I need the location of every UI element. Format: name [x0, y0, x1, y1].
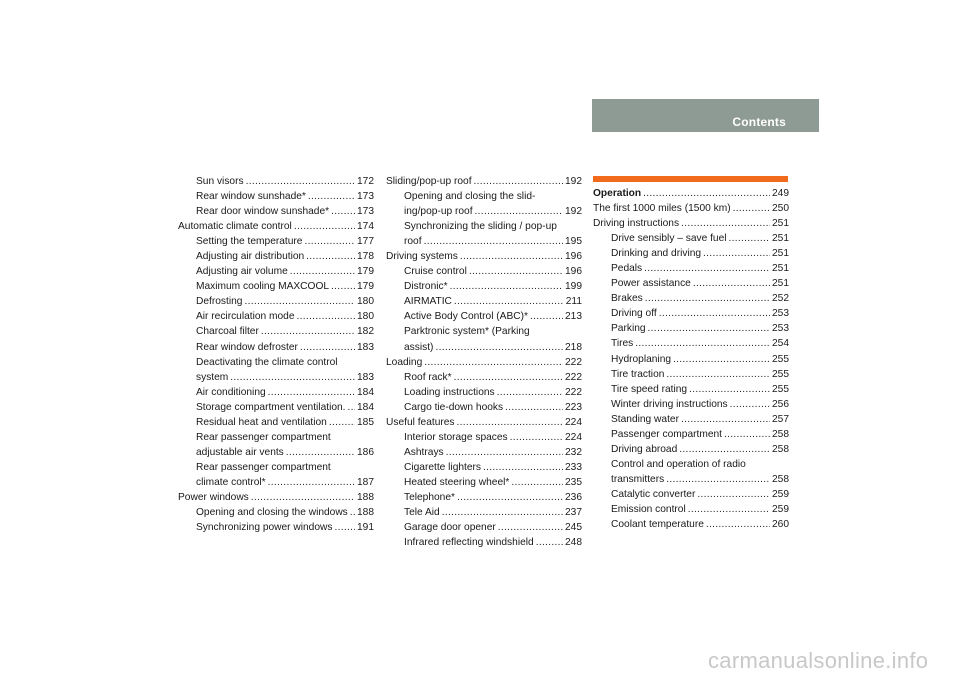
toc-entry-title: Storage compartment ventilation.: [196, 401, 346, 413]
dot-leader: [536, 535, 563, 550]
toc-entry-title: Operation: [593, 188, 642, 199]
dot-leader: [348, 400, 356, 415]
dot-leader: [446, 445, 563, 460]
toc-entry[interactable]: [386, 430, 582, 445]
dot-leader: [268, 475, 355, 490]
toc-entry-page: 187: [357, 476, 374, 488]
toc-entry-title: Power windows: [178, 491, 249, 503]
toc-entry-page: 173: [357, 206, 374, 218]
toc-entry-title: roof: [404, 236, 422, 248]
toc-entry-page: 195: [565, 236, 582, 248]
toc-entry-title: Air recirculation mode: [196, 311, 295, 323]
toc-entry-page: 196: [565, 266, 582, 278]
dot-leader: [659, 306, 770, 321]
toc-entry-page: 235: [565, 476, 582, 488]
dot-leader: [457, 415, 563, 430]
toc-entry-title: Tire speed rating: [611, 383, 688, 395]
dot-leader: [689, 382, 770, 397]
dot-leader: [230, 370, 355, 385]
toc-entry-page: 180: [357, 296, 374, 308]
toc-entry-title: Tele Aid: [404, 507, 440, 519]
toc-column-1: [178, 174, 374, 535]
toc-text-line: Rear passenger compartment: [196, 461, 331, 473]
dot-leader: [729, 231, 770, 246]
toc-entry-page: 253: [772, 323, 789, 335]
toc-entry-page: 172: [357, 176, 374, 187]
toc-entry-title: The first 1000 miles (1500 km): [593, 203, 731, 215]
dot-leader: [635, 336, 770, 351]
dot-leader: [331, 279, 355, 294]
toc-entry[interactable]: [593, 201, 789, 216]
toc-entry-page: 222: [565, 371, 582, 383]
toc-text-line: Opening and closing the slid-: [404, 191, 536, 203]
dot-leader: [460, 249, 563, 264]
toc-entry[interactable]: [593, 306, 789, 321]
toc-entry-title: Driving instructions: [593, 218, 680, 230]
toc-entry-title: Rear door window sunshade*: [196, 206, 330, 218]
toc-entry-title: Setting the temperature: [196, 236, 303, 248]
dot-leader: [693, 276, 770, 291]
toc-entry[interactable]: [178, 415, 374, 430]
toc-entry-title: Tire traction: [611, 368, 665, 380]
toc-column-2: [386, 174, 582, 550]
toc-text-line: Control and operation of radio: [611, 458, 746, 470]
toc-entry[interactable]: [593, 487, 789, 502]
dot-leader: [703, 246, 770, 261]
toc-entry-title: Automatic climate control: [178, 221, 292, 233]
watermark: carmanualsonline.info: [708, 648, 929, 673]
toc-entry-page: 232: [565, 446, 582, 458]
toc-entry[interactable]: [178, 370, 374, 385]
dot-leader: [474, 174, 563, 189]
toc-entry-page: 224: [565, 431, 582, 443]
dot-leader: [706, 517, 770, 532]
toc-entry-page: 249: [772, 188, 789, 199]
toc-entry[interactable]: [593, 502, 789, 517]
toc-entry-page: 188: [357, 491, 374, 503]
toc-entry-page: 259: [772, 488, 789, 500]
toc-entry-page: 248: [565, 537, 582, 549]
toc-entry[interactable]: [386, 249, 582, 264]
toc-text-line: Rear passenger compartment: [196, 431, 331, 443]
toc-entry[interactable]: [386, 400, 582, 415]
toc-entry-page: 250: [772, 203, 789, 215]
toc-entry[interactable]: [178, 234, 374, 249]
toc-entry-title: Infrared reflecting windshield: [404, 537, 534, 549]
toc-entry[interactable]: [386, 355, 582, 370]
dot-leader: [497, 385, 563, 400]
toc-entry-title: Cigarette lighters: [404, 461, 482, 473]
toc-entry-title: Winter driving instructions: [611, 398, 728, 410]
toc-entry[interactable]: [593, 442, 789, 457]
toc-entry-title: Rear window defroster: [196, 341, 298, 353]
toc-entry[interactable]: [593, 412, 789, 427]
toc-entry-page: 183: [357, 341, 374, 353]
toc-entry-title: Active Body Control (ABC)*: [404, 311, 528, 323]
toc-entry[interactable]: [178, 264, 374, 279]
toc-entry-page: 255: [772, 368, 789, 380]
toc-entry-page: 222: [565, 386, 582, 398]
toc-entry-title: ing/pop-up roof: [404, 206, 473, 218]
toc-entry[interactable]: [593, 427, 789, 442]
toc-entry[interactable]: [386, 445, 582, 460]
toc-entry[interactable]: [386, 294, 582, 309]
dot-leader: [730, 397, 770, 412]
toc-entry-title: Hydroplaning: [611, 353, 672, 365]
dot-leader: [246, 174, 355, 189]
toc-entry-title: Cruise control: [404, 266, 467, 278]
toc-entry-title: climate control*: [196, 476, 266, 488]
dot-leader: [475, 204, 563, 219]
dot-leader: [681, 412, 770, 427]
toc-entry-page: 211: [565, 296, 582, 308]
toc-entry-page: 192: [565, 206, 582, 218]
toc-entry-page: 256: [772, 398, 789, 410]
toc-entry[interactable]: [178, 204, 374, 219]
toc-entry-page: 251: [772, 278, 789, 290]
toc-entry-title: Pedals: [611, 263, 643, 275]
toc-entry-page: 178: [357, 251, 374, 263]
toc-entry[interactable]: [593, 216, 789, 231]
toc-entry-title: Parking: [611, 323, 646, 335]
dot-leader: [644, 261, 770, 276]
toc-entry[interactable]: [386, 385, 582, 400]
toc-entry-page: 180: [357, 311, 374, 323]
toc-entry-title: Charcoal filter: [196, 326, 259, 338]
dot-leader: [286, 445, 355, 460]
dot-leader: [442, 505, 563, 520]
toc-entry[interactable]: [386, 234, 582, 249]
dot-leader: [334, 520, 355, 535]
toc-entry-page: 257: [772, 413, 789, 425]
toc-entry[interactable]: [178, 294, 374, 309]
dot-leader: [308, 189, 355, 204]
toc-entry[interactable]: [593, 291, 789, 306]
toc-entry[interactable]: [178, 385, 374, 400]
toc-entry[interactable]: [593, 276, 789, 291]
toc-entry-page: 218: [565, 341, 582, 353]
toc-entry-title: Opening and closing the windows: [196, 507, 348, 519]
toc-entry-title: Drinking and driving: [611, 248, 702, 260]
toc-entry-page: 199: [565, 281, 582, 293]
page-title: Contents: [732, 115, 786, 129]
toc-entry-title: Driving abroad: [611, 443, 678, 455]
toc-entry[interactable]: [178, 249, 374, 264]
dot-leader: [679, 442, 770, 457]
toc-entry-page: 185: [357, 416, 374, 428]
toc-entry-title: Coolant temperature: [611, 519, 704, 531]
toc-entry-title: Drive sensibly – save fuel: [611, 233, 727, 245]
dot-leader: [697, 487, 770, 502]
toc-entry[interactable]: [593, 367, 789, 382]
dot-leader: [350, 505, 355, 520]
toc-entry[interactable]: [386, 174, 582, 189]
toc-entry-page: 251: [772, 233, 789, 245]
toc-entry-page: 258: [772, 443, 789, 455]
toc-entry-page: 222: [565, 356, 582, 368]
toc-entry-title: Distronic*: [404, 281, 448, 293]
toc-entry[interactable]: [593, 352, 789, 367]
dot-leader: [511, 475, 563, 490]
toc-entry-page: 179: [357, 266, 374, 278]
toc-entry-title: Adjusting air distribution: [196, 251, 305, 263]
toc-entry-page: 224: [565, 416, 582, 428]
toc-entry-title: transmitters: [611, 473, 665, 485]
dot-leader: [530, 309, 563, 324]
toc-entry[interactable]: [593, 472, 789, 487]
dot-leader: [510, 430, 563, 445]
toc-entry-title: AIRMATIC: [404, 296, 452, 308]
toc-entry-title: Adjusting air volume: [196, 266, 288, 278]
toc-entry[interactable]: [178, 445, 374, 460]
toc-entry[interactable]: [386, 370, 582, 385]
toc-entry-page: 251: [772, 248, 789, 260]
toc-entry-page: 233: [565, 461, 582, 473]
toc-entry-page: 258: [772, 428, 789, 440]
toc-entry[interactable]: [386, 309, 582, 324]
dot-leader: [454, 294, 564, 309]
dot-leader: [304, 234, 355, 249]
dot-leader: [643, 186, 770, 201]
dot-leader: [450, 279, 563, 294]
toc-entry-page: 192: [565, 176, 582, 187]
toc-entry-title: Maximum cooling MAXCOOL: [196, 281, 330, 293]
toc-entry-title: Residual heat and ventilation: [196, 416, 327, 428]
toc-entry-title: Standing water: [611, 413, 679, 425]
toc-entry-page: 184: [357, 401, 374, 413]
dot-leader: [724, 427, 770, 442]
toc-entry[interactable]: [386, 475, 582, 490]
dot-leader: [648, 321, 770, 336]
toc-entry-title: Rear window sunshade*: [196, 191, 306, 203]
dot-leader: [505, 400, 563, 415]
toc-entry[interactable]: [178, 309, 374, 324]
toc-entry[interactable]: [386, 340, 582, 355]
toc-entry[interactable]: [593, 261, 789, 276]
toc-entry-title: Cargo tie-down hooks: [404, 401, 504, 413]
toc-entry-page: 179: [357, 281, 374, 293]
toc-entry[interactable]: [593, 246, 789, 261]
dot-leader: [483, 460, 563, 475]
toc-entry[interactable]: [386, 460, 582, 475]
toc-entry-title: Air conditioning: [196, 386, 266, 398]
toc-entry-title: Catalytic converter: [611, 488, 696, 500]
toc-entry-title: Loading: [386, 356, 423, 368]
toc-entry-page: 237: [565, 507, 582, 519]
toc-entry-title: Brakes: [611, 293, 643, 305]
dot-leader: [290, 264, 355, 279]
toc-entry[interactable]: [386, 490, 582, 505]
dot-leader: [645, 291, 770, 306]
toc-entry-page: 260: [772, 519, 789, 531]
dot-leader: [673, 352, 770, 367]
toc-entry[interactable]: [386, 520, 582, 535]
toc-entry-page: 251: [772, 218, 789, 230]
toc-entry[interactable]: [593, 321, 789, 336]
toc-entry[interactable]: [593, 397, 789, 412]
toc-entry[interactable]: [593, 186, 789, 201]
toc-entry-page: 223: [565, 401, 582, 413]
toc-entry-page: 252: [772, 293, 789, 305]
toc-entry[interactable]: [386, 535, 582, 550]
dot-leader: [688, 502, 770, 517]
toc-text-line: Parktronic system* (Parking: [404, 326, 530, 338]
dot-leader: [244, 294, 355, 309]
toc-entry[interactable]: [178, 475, 374, 490]
dot-leader: [681, 216, 770, 231]
toc-entry[interactable]: [178, 324, 374, 339]
dot-leader: [666, 367, 770, 382]
toc-entry[interactable]: [178, 340, 374, 355]
toc-entry-title: Heated steering wheel*: [404, 476, 510, 488]
toc-entry-page: 255: [772, 383, 789, 395]
toc-entry-page: 253: [772, 308, 789, 320]
toc-entry-page: 186: [357, 446, 374, 458]
toc-entry-page: 258: [772, 473, 789, 485]
toc-entry[interactable]: [386, 264, 582, 279]
dot-leader: [457, 490, 563, 505]
toc-entry-page: 255: [772, 353, 789, 365]
toc-entry-title: Synchronizing power windows: [196, 522, 333, 534]
toc-entry-page: 251: [772, 263, 789, 275]
toc-entry[interactable]: [178, 490, 374, 505]
toc-entry[interactable]: [178, 400, 374, 415]
toc-entry[interactable]: [386, 204, 582, 219]
dot-leader: [294, 219, 355, 234]
dot-leader: [424, 355, 563, 370]
toc-entry-page: 177: [357, 236, 374, 248]
toc-entry-title: Loading instructions: [404, 386, 495, 398]
toc-entry-page: 191: [357, 522, 374, 534]
toc-entry[interactable]: [386, 415, 582, 430]
toc-entry[interactable]: [386, 505, 582, 520]
toc-entry[interactable]: [593, 231, 789, 246]
toc-entry-title: Driving systems: [386, 251, 458, 263]
toc-entry[interactable]: [593, 336, 789, 351]
dot-leader: [331, 204, 355, 219]
dot-leader: [469, 264, 563, 279]
toc-entry[interactable]: [593, 382, 789, 397]
toc-entry[interactable]: [593, 517, 789, 532]
toc-text-line: Synchronizing the sliding / pop-up: [404, 221, 557, 233]
dot-leader: [733, 201, 770, 216]
dot-leader: [666, 472, 770, 487]
toc-entry[interactable]: [178, 279, 374, 294]
toc-entry-page: 182: [357, 326, 374, 338]
dot-leader: [268, 385, 355, 400]
toc-entry-page: 188: [357, 507, 374, 519]
toc-entry-title: adjustable air vents: [196, 446, 284, 458]
toc-entry-page: 245: [565, 522, 582, 534]
toc-entry-page: 213: [565, 311, 582, 323]
toc-entry-page: 174: [357, 221, 374, 233]
toc-entry-title: Useful features: [386, 416, 455, 428]
dot-leader: [454, 370, 563, 385]
toc-column-3: [593, 186, 789, 532]
toc-entry-title: Power assistance: [611, 278, 691, 290]
toc-entry-title: Passenger compartment: [611, 428, 722, 440]
toc-entry-title: Roof rack*: [404, 371, 452, 383]
toc-entry[interactable]: [178, 189, 374, 204]
toc-entry-title: Garage door opener: [404, 522, 496, 534]
dot-leader: [251, 490, 355, 505]
dot-leader: [306, 249, 355, 264]
toc-entry-page: 184: [357, 386, 374, 398]
toc-entry-title: Telephone*: [404, 491, 455, 503]
dot-leader: [435, 340, 563, 355]
toc-entry[interactable]: [178, 505, 374, 520]
toc-entry-title: Defrosting: [196, 296, 243, 308]
dot-leader: [424, 234, 563, 249]
header-banner: [592, 99, 819, 132]
toc-entry-page: 236: [565, 491, 582, 503]
toc-entry[interactable]: [386, 279, 582, 294]
toc-entry-title: Sliding/pop-up roof: [386, 176, 472, 187]
toc-entry[interactable]: [178, 174, 374, 189]
toc-entry-title: Ashtrays: [404, 446, 444, 458]
toc-entry-title: Interior storage spaces: [404, 431, 508, 443]
dot-leader: [261, 324, 355, 339]
toc-entry-title: Driving off: [611, 308, 657, 320]
dot-leader: [329, 415, 355, 430]
toc-entry-title: assist): [404, 341, 434, 353]
section-accent-bar: [593, 176, 788, 182]
dot-leader: [300, 340, 355, 355]
toc-entry-page: 196: [565, 251, 582, 263]
toc-entry-page: 254: [772, 338, 789, 350]
toc-entry-title: Tires: [611, 338, 634, 350]
toc-entry-title: Emission control: [611, 503, 686, 515]
toc-entry[interactable]: [178, 520, 374, 535]
dot-leader: [297, 309, 355, 324]
toc-entry[interactable]: [178, 219, 374, 234]
toc-entry-page: 259: [772, 503, 789, 515]
dot-leader: [498, 520, 563, 535]
toc-text-line: Deactivating the climate control: [196, 356, 338, 368]
toc-entry-page: 173: [357, 191, 374, 203]
toc-entry-title: system: [196, 371, 229, 383]
toc-entry-page: 183: [357, 371, 374, 383]
toc-entry-title: Sun visors: [196, 176, 244, 187]
